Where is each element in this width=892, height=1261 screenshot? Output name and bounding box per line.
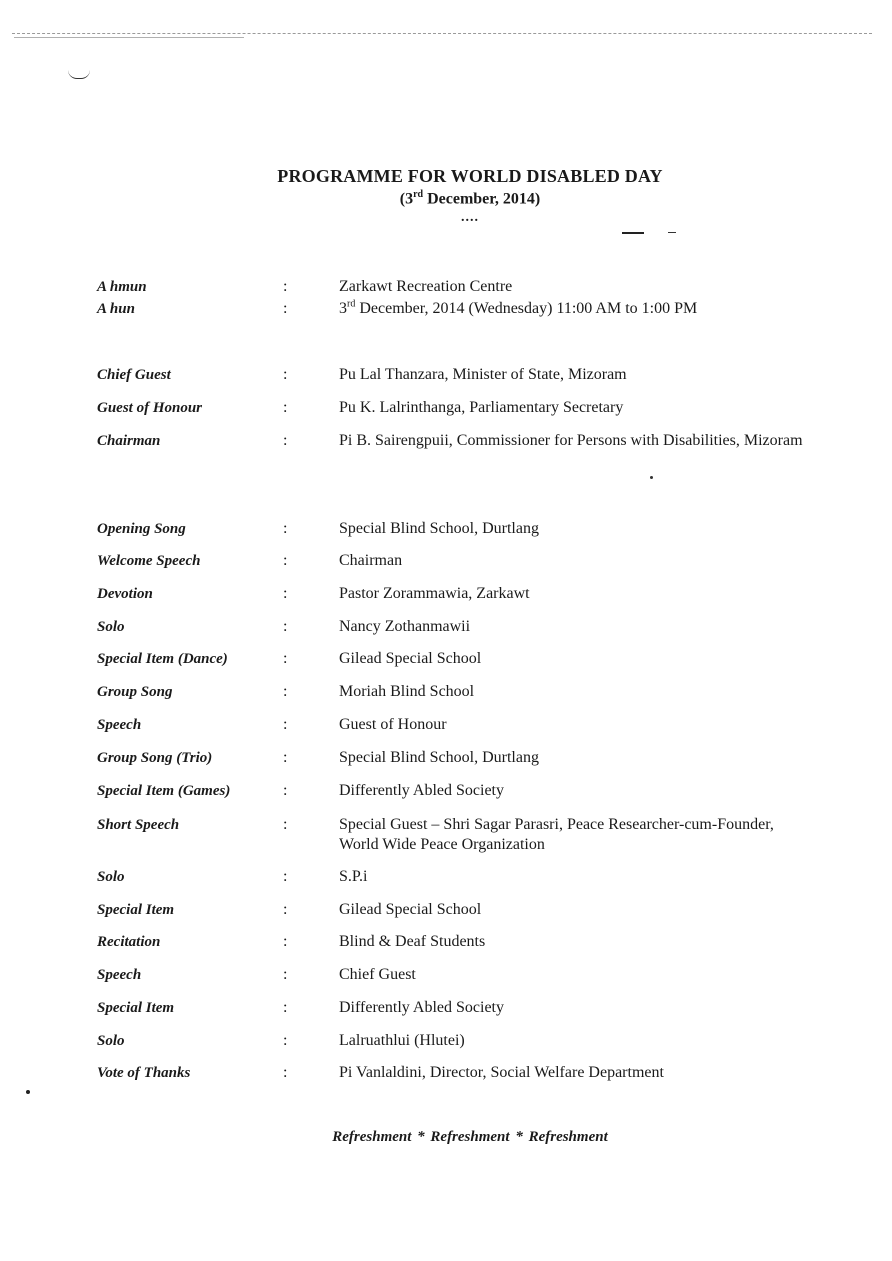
row-value: Blind & Deaf Students bbox=[339, 933, 486, 950]
row-value: Pu K. Lalrinthanga, Parliamentary Secretary bbox=[339, 399, 624, 416]
row-label: Solo bbox=[97, 869, 125, 885]
row-label: Recitation bbox=[97, 934, 161, 950]
row-label: Special Item (Games) bbox=[97, 783, 231, 799]
row-value: Differently Abled Society bbox=[339, 782, 504, 799]
row-value: Pi B. Sairengpuii, Commissioner for Persons with Disabilities, Mizoram bbox=[339, 432, 803, 449]
row-value bbox=[339, 277, 819, 297]
row-value: Pi Vanlaldini, Director, Social Welfare Department bbox=[339, 1064, 664, 1081]
row-label: Welcome Speech bbox=[97, 553, 201, 569]
date-ordinal: rd bbox=[413, 189, 424, 200]
row-label: Speech bbox=[97, 717, 142, 733]
row-label: Group Song (Trio) bbox=[97, 750, 213, 766]
row-colon: : bbox=[283, 816, 288, 833]
row-colon: : bbox=[283, 1032, 288, 1049]
row-value: Differently Abled Society bbox=[339, 999, 504, 1016]
title-separator: .... bbox=[461, 210, 479, 225]
row-label: Chief Guest bbox=[97, 367, 171, 383]
row-value: Special Blind School, Durtlang bbox=[339, 749, 539, 766]
row-colon: : bbox=[283, 716, 288, 733]
row-value: Special Blind School, Durtlang bbox=[339, 520, 539, 537]
row-label: Special Item (Dance) bbox=[97, 651, 228, 667]
page-title: PROGRAMME FOR WORLD DISABLED DAY bbox=[277, 166, 663, 186]
row-colon: : bbox=[283, 366, 288, 383]
row-value: Moriah Blind School bbox=[339, 683, 475, 700]
row-label: Solo bbox=[97, 619, 125, 635]
row-label: Solo bbox=[97, 1033, 125, 1049]
row-label: Chairman bbox=[97, 433, 161, 449]
value-text: 3 bbox=[339, 300, 347, 317]
row-colon: : bbox=[283, 399, 288, 416]
row-label: Vote of Thanks bbox=[97, 1065, 191, 1081]
row-value: Chairman bbox=[339, 552, 403, 569]
row-colon: : bbox=[283, 999, 288, 1016]
row-colon: : bbox=[283, 933, 288, 950]
row-label: Group Song bbox=[97, 684, 173, 700]
row-value: Gilead Special School bbox=[339, 650, 482, 667]
row-colon: : bbox=[283, 901, 288, 918]
row-label: Opening Song bbox=[97, 521, 186, 537]
row-value: Pastor Zorammawia, Zarkawt bbox=[339, 585, 530, 602]
row-label: Special Item bbox=[97, 1000, 175, 1016]
row-colon: : bbox=[283, 868, 288, 885]
row-label: Short Speech bbox=[97, 817, 180, 833]
row-colon: : bbox=[283, 278, 288, 295]
row-colon: : bbox=[283, 300, 288, 317]
scan-artifact-line bbox=[12, 33, 872, 34]
row-colon: : bbox=[283, 650, 288, 667]
row-colon: : bbox=[283, 966, 288, 983]
row-value: S.P.i bbox=[339, 868, 368, 885]
refreshment-footer: Refreshment * Refreshment * Refreshment bbox=[332, 1129, 608, 1145]
scan-artifact-dash bbox=[668, 232, 676, 233]
row-label: Speech bbox=[97, 967, 142, 983]
scan-artifact-dot bbox=[26, 1090, 30, 1094]
row-value: Gilead Special School bbox=[339, 901, 482, 918]
row-colon: : bbox=[283, 520, 288, 537]
row-colon: : bbox=[283, 585, 288, 602]
row-colon: : bbox=[283, 683, 288, 700]
row-colon: : bbox=[283, 1064, 288, 1081]
scan-artifact-dot bbox=[650, 476, 653, 479]
row-colon: : bbox=[283, 782, 288, 799]
row-colon: : bbox=[283, 552, 288, 569]
row-value: Pu Lal Thanzara, Minister of State, Mizoram bbox=[339, 366, 627, 383]
value-text: Zarkawt Recreation Centre bbox=[339, 278, 513, 295]
row-colon: : bbox=[283, 432, 288, 449]
row-value bbox=[339, 299, 819, 319]
value-ordinal: rd bbox=[347, 298, 356, 310]
row-value: Guest of Honour bbox=[339, 716, 447, 733]
date-text: (3 bbox=[399, 190, 414, 208]
value-text: December, 2014 (Wednesday) 11:00 AM to 1:00 PM bbox=[355, 300, 698, 317]
row-label: Devotion bbox=[97, 586, 153, 602]
row-label: Guest of Honour bbox=[97, 400, 203, 416]
row-value: Special Guest – Shri Sagar Parasri, Peace Researcher-cum-Founder, World Wide Peace Organization bbox=[339, 816, 774, 853]
row-label: A hun bbox=[97, 301, 135, 317]
row-value: Nancy Zothanmawii bbox=[339, 618, 471, 635]
row-label: Special Item bbox=[97, 902, 175, 918]
page-subtitle-date bbox=[0, 189, 892, 208]
row-colon: : bbox=[283, 749, 288, 766]
row-value: Chief Guest bbox=[339, 966, 416, 983]
scan-artifact-dash bbox=[622, 232, 644, 234]
row-colon: : bbox=[283, 618, 288, 635]
row-label: A hmun bbox=[97, 279, 147, 295]
scan-artifact-line bbox=[14, 37, 244, 38]
date-text: December, 2014) bbox=[423, 190, 541, 208]
row-value: Lalruathlui (Hlutei) bbox=[339, 1032, 465, 1049]
scan-artifact-mark bbox=[68, 70, 90, 79]
